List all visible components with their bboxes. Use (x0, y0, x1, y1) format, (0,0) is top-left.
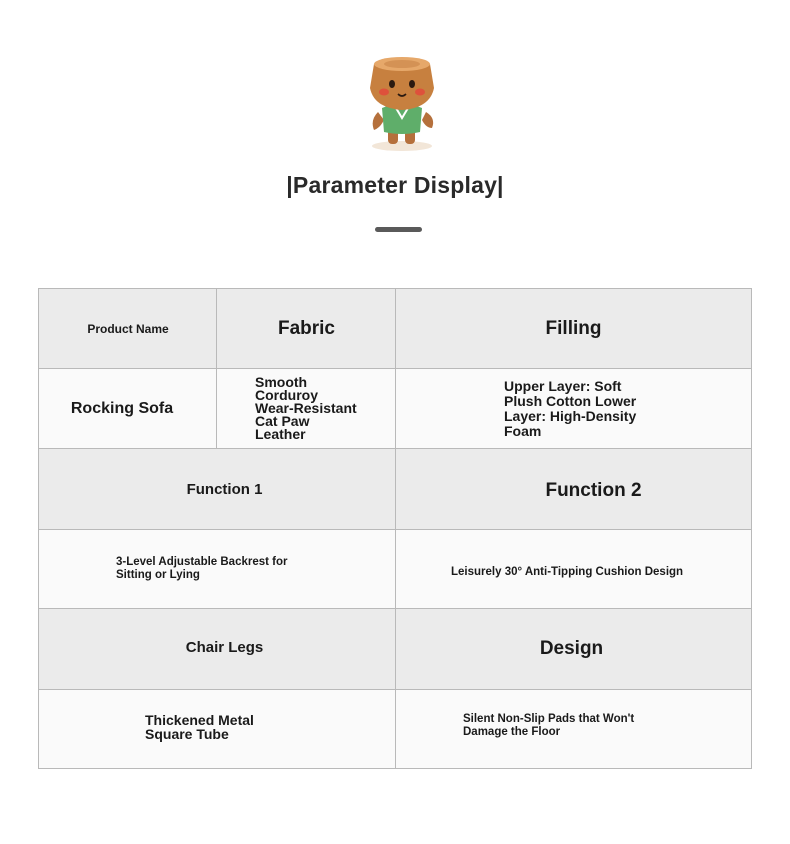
design-header-cell (395, 608, 752, 690)
function-2-header: Function 2 (545, 480, 642, 501)
function-1-header-cell (38, 448, 397, 530)
product-name-value: Rocking Sofa (70, 399, 174, 417)
product-name-value-cell (38, 368, 218, 449)
filling-header-cell (395, 288, 752, 369)
function-1-value: 3-Level Adjustable Backrest for Sitting or Lying (116, 556, 288, 581)
fabric-header-cell (216, 288, 397, 369)
fabric-value-cell (216, 368, 397, 449)
function-1-value-cell (38, 529, 397, 609)
title-underline (375, 227, 422, 232)
chair-legs-header: Chair Legs (185, 638, 264, 656)
page-title: |Parameter Display| (286, 172, 504, 198)
fabric-value: Smooth Corduroy Wear-Resistant Cat Paw Leather (255, 374, 357, 442)
product-name-header: Product Name (87, 321, 169, 336)
function-2-value-cell (395, 529, 752, 609)
chair-legs-value-cell (38, 689, 397, 769)
product-name-header-cell (38, 288, 218, 369)
function-1-header: Function 1 (186, 480, 263, 498)
chair-legs-value: Thickened Metal Square Tube (145, 712, 254, 742)
fabric-header: Fabric (277, 317, 336, 339)
filling-header: Filling (545, 317, 602, 339)
design-value-cell (395, 689, 752, 769)
function-2-value: Leisurely 30° Anti-Tipping Cushion Design (451, 566, 684, 578)
tree-stump-mascot-icon (360, 54, 444, 152)
filling-value-cell (395, 368, 752, 449)
design-value: Silent Non-Slip Pads that Won't Damage the Floor (463, 713, 635, 738)
filling-value: Upper Layer: Soft Plush Cotton Lower Layer: High-Density Foam (504, 377, 637, 439)
chair-legs-header-cell (38, 608, 397, 690)
function-2-header-cell (395, 448, 752, 530)
design-header: Design (539, 638, 604, 659)
